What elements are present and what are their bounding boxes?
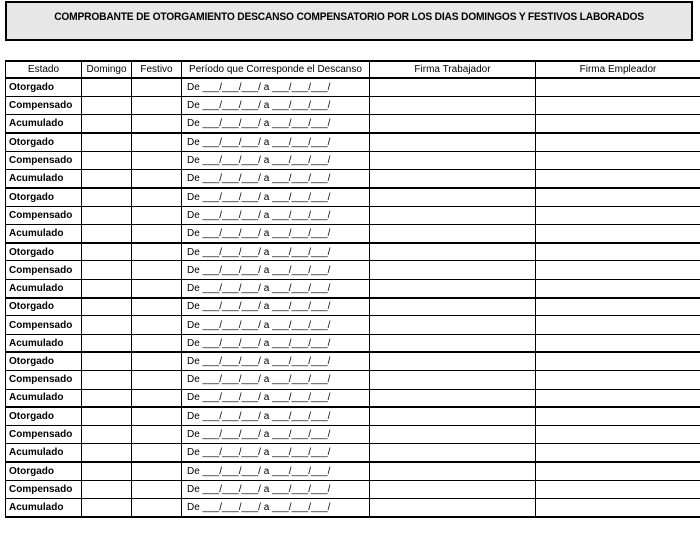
- domingo-cell[interactable]: [82, 499, 132, 517]
- festivo-cell[interactable]: [132, 407, 182, 425]
- firma-empleador-cell[interactable]: [536, 389, 700, 407]
- table-header-row: [6, 61, 700, 78]
- domingo-cell[interactable]: [82, 371, 132, 389]
- firma-trabajador-cell[interactable]: [370, 444, 536, 462]
- domingo-cell[interactable]: [82, 261, 132, 279]
- periodo-cell[interactable]: De ___/___/___/ a ___/___/___/: [182, 481, 370, 499]
- firma-empleador-cell[interactable]: [536, 462, 700, 480]
- festivo-cell[interactable]: [132, 352, 182, 370]
- firma-trabajador-cell[interactable]: [370, 243, 536, 261]
- firma-trabajador-cell[interactable]: [370, 279, 536, 297]
- estado-cell: Acumulado: [6, 169, 82, 187]
- firma-trabajador-cell[interactable]: [370, 188, 536, 206]
- table-row: [6, 426, 700, 444]
- domingo-cell[interactable]: [82, 426, 132, 444]
- periodo-cell[interactable]: De ___/___/___/ a ___/___/___/: [182, 444, 370, 462]
- estado-cell: Otorgado: [6, 188, 82, 206]
- periodo-cell[interactable]: De ___/___/___/ a ___/___/___/: [182, 499, 370, 517]
- firma-empleador-cell[interactable]: [536, 426, 700, 444]
- firma-empleador-cell[interactable]: [536, 78, 700, 96]
- estado-cell: Acumulado: [6, 115, 82, 133]
- estado-cell: Compensado: [6, 151, 82, 169]
- festivo-cell[interactable]: [132, 188, 182, 206]
- periodo-cell[interactable]: De ___/___/___/ a ___/___/___/: [182, 224, 370, 242]
- domingo-cell[interactable]: [82, 188, 132, 206]
- firma-trabajador-cell[interactable]: [370, 371, 536, 389]
- periodo-cell[interactable]: De ___/___/___/ a ___/___/___/: [182, 279, 370, 297]
- firma-trabajador-cell[interactable]: [370, 133, 536, 151]
- firma-trabajador-cell[interactable]: [370, 426, 536, 444]
- estado-cell: Otorgado: [6, 407, 82, 425]
- festivo-cell[interactable]: [132, 169, 182, 187]
- firma-empleador-cell[interactable]: [536, 261, 700, 279]
- periodo-cell[interactable]: De ___/___/___/ a ___/___/___/: [182, 352, 370, 370]
- firma-empleador-cell[interactable]: [536, 444, 700, 462]
- estado-cell: Acumulado: [6, 334, 82, 352]
- domingo-cell[interactable]: [82, 151, 132, 169]
- table-row: [6, 133, 700, 151]
- column-header-festivo: Festivo: [132, 61, 182, 78]
- periodo-cell[interactable]: De ___/___/___/ a ___/___/___/: [182, 243, 370, 261]
- festivo-cell[interactable]: [132, 499, 182, 517]
- firma-empleador-cell[interactable]: [536, 298, 700, 316]
- firma-trabajador-cell[interactable]: [370, 96, 536, 114]
- firma-empleador-cell[interactable]: [536, 115, 700, 133]
- festivo-cell[interactable]: [132, 261, 182, 279]
- firma-trabajador-cell[interactable]: [370, 462, 536, 480]
- periodo-cell[interactable]: De ___/___/___/ a ___/___/___/: [182, 115, 370, 133]
- table-row: [6, 151, 700, 169]
- periodo-cell[interactable]: De ___/___/___/ a ___/___/___/: [182, 316, 370, 334]
- table-row: [6, 279, 700, 297]
- firma-empleador-cell[interactable]: [536, 352, 700, 370]
- estado-cell: Acumulado: [6, 224, 82, 242]
- festivo-cell[interactable]: [132, 151, 182, 169]
- domingo-cell[interactable]: [82, 169, 132, 187]
- domingo-cell[interactable]: [82, 462, 132, 480]
- domingo-cell[interactable]: [82, 78, 132, 96]
- domingo-cell[interactable]: [82, 133, 132, 151]
- domingo-cell[interactable]: [82, 407, 132, 425]
- firma-trabajador-cell[interactable]: [370, 151, 536, 169]
- table-body: [6, 78, 700, 517]
- festivo-cell[interactable]: [132, 462, 182, 480]
- periodo-cell[interactable]: De ___/___/___/ a ___/___/___/: [182, 334, 370, 352]
- firma-trabajador-cell[interactable]: [370, 224, 536, 242]
- domingo-cell[interactable]: [82, 115, 132, 133]
- firma-trabajador-cell[interactable]: [370, 389, 536, 407]
- festivo-cell[interactable]: [132, 279, 182, 297]
- periodo-cell[interactable]: De ___/___/___/ a ___/___/___/: [182, 462, 370, 480]
- firma-trabajador-cell[interactable]: [370, 481, 536, 499]
- domingo-cell[interactable]: [82, 389, 132, 407]
- periodo-cell[interactable]: De ___/___/___/ a ___/___/___/: [182, 169, 370, 187]
- domingo-cell[interactable]: [82, 243, 132, 261]
- firma-empleador-cell[interactable]: [536, 133, 700, 151]
- column-header-periodo: Período que Corresponde el Descanso: [182, 61, 370, 78]
- estado-cell: Compensado: [6, 316, 82, 334]
- table-row: [6, 206, 700, 224]
- table-row: [6, 96, 700, 114]
- firma-trabajador-cell[interactable]: [370, 169, 536, 187]
- periodo-cell[interactable]: De ___/___/___/ a ___/___/___/: [182, 261, 370, 279]
- table-row: [6, 462, 700, 480]
- festivo-cell[interactable]: [132, 224, 182, 242]
- table-row: [6, 389, 700, 407]
- form-title: COMPROBANTE DE OTORGAMIENTO DESCANSO COMPENSATORIO POR LOS DIAS DOMINGOS Y FESTIVOS LABORADOS: [54, 11, 644, 23]
- festivo-cell[interactable]: [132, 444, 182, 462]
- firma-empleador-cell[interactable]: [536, 371, 700, 389]
- festivo-cell[interactable]: [132, 334, 182, 352]
- domingo-cell[interactable]: [82, 279, 132, 297]
- periodo-cell[interactable]: De ___/___/___/ a ___/___/___/: [182, 426, 370, 444]
- table-row: [6, 298, 700, 316]
- firma-trabajador-cell[interactable]: [370, 352, 536, 370]
- firma-empleador-cell[interactable]: [536, 499, 700, 517]
- firma-trabajador-cell[interactable]: [370, 261, 536, 279]
- estado-cell: Otorgado: [6, 352, 82, 370]
- estado-cell: Otorgado: [6, 243, 82, 261]
- estado-cell: Compensado: [6, 206, 82, 224]
- estado-cell: Acumulado: [6, 389, 82, 407]
- firma-empleador-cell[interactable]: [536, 206, 700, 224]
- table-row: [6, 316, 700, 334]
- festivo-cell[interactable]: [132, 426, 182, 444]
- periodo-cell[interactable]: De ___/___/___/ a ___/___/___/: [182, 96, 370, 114]
- table-row: [6, 261, 700, 279]
- estado-cell: Otorgado: [6, 78, 82, 96]
- table-row: [6, 481, 700, 499]
- table-row: [6, 188, 700, 206]
- domingo-cell[interactable]: [82, 334, 132, 352]
- estado-cell: Otorgado: [6, 133, 82, 151]
- table-row: [6, 169, 700, 187]
- festivo-cell[interactable]: [132, 298, 182, 316]
- table-row: [6, 334, 700, 352]
- table-row: [6, 371, 700, 389]
- firma-empleador-cell[interactable]: [536, 407, 700, 425]
- estado-cell: Otorgado: [6, 298, 82, 316]
- compensatory-rest-table: [5, 60, 700, 518]
- table-row: [6, 224, 700, 242]
- column-header-domingo: Domingo: [82, 61, 132, 78]
- periodo-cell[interactable]: De ___/___/___/ a ___/___/___/: [182, 133, 370, 151]
- estado-cell: Compensado: [6, 481, 82, 499]
- periodo-cell[interactable]: De ___/___/___/ a ___/___/___/: [182, 151, 370, 169]
- festivo-cell[interactable]: [132, 389, 182, 407]
- festivo-cell[interactable]: [132, 78, 182, 96]
- table-row: [6, 499, 700, 517]
- estado-cell: Compensado: [6, 426, 82, 444]
- festivo-cell[interactable]: [132, 481, 182, 499]
- domingo-cell[interactable]: [82, 444, 132, 462]
- domingo-cell[interactable]: [82, 352, 132, 370]
- festivo-cell[interactable]: [132, 371, 182, 389]
- firma-empleador-cell[interactable]: [536, 279, 700, 297]
- firma-trabajador-cell[interactable]: [370, 334, 536, 352]
- festivo-cell[interactable]: [132, 316, 182, 334]
- estado-cell: Acumulado: [6, 499, 82, 517]
- column-header-firma-trabajador: Firma Trabajador: [370, 61, 536, 78]
- firma-trabajador-cell[interactable]: [370, 206, 536, 224]
- firma-trabajador-cell[interactable]: [370, 298, 536, 316]
- table-row: [6, 78, 700, 96]
- domingo-cell[interactable]: [82, 481, 132, 499]
- table-row: [6, 444, 700, 462]
- table-row: [6, 115, 700, 133]
- firma-trabajador-cell[interactable]: [370, 78, 536, 96]
- festivo-cell[interactable]: [132, 133, 182, 151]
- domingo-cell[interactable]: [82, 316, 132, 334]
- firma-empleador-cell[interactable]: [536, 334, 700, 352]
- firma-trabajador-cell[interactable]: [370, 316, 536, 334]
- domingo-cell[interactable]: [82, 96, 132, 114]
- periodo-cell[interactable]: De ___/___/___/ a ___/___/___/: [182, 206, 370, 224]
- festivo-cell[interactable]: [132, 115, 182, 133]
- periodo-cell[interactable]: De ___/___/___/ a ___/___/___/: [182, 78, 370, 96]
- firma-empleador-cell[interactable]: [536, 169, 700, 187]
- festivo-cell[interactable]: [132, 243, 182, 261]
- festivo-cell[interactable]: [132, 96, 182, 114]
- periodo-cell[interactable]: De ___/___/___/ a ___/___/___/: [182, 188, 370, 206]
- table-row: [6, 243, 700, 261]
- periodo-cell[interactable]: De ___/___/___/ a ___/___/___/: [182, 407, 370, 425]
- estado-cell: Compensado: [6, 96, 82, 114]
- domingo-cell[interactable]: [82, 206, 132, 224]
- estado-cell: Acumulado: [6, 444, 82, 462]
- table-row: [6, 407, 700, 425]
- firma-empleador-cell[interactable]: [536, 151, 700, 169]
- estado-cell: Otorgado: [6, 462, 82, 480]
- firma-empleador-cell[interactable]: [536, 224, 700, 242]
- firma-empleador-cell[interactable]: [536, 243, 700, 261]
- form-title-box: [5, 1, 693, 41]
- periodo-cell[interactable]: De ___/___/___/ a ___/___/___/: [182, 298, 370, 316]
- firma-empleador-cell[interactable]: [536, 96, 700, 114]
- table-row: [6, 352, 700, 370]
- firma-trabajador-cell[interactable]: [370, 499, 536, 517]
- estado-cell: Acumulado: [6, 279, 82, 297]
- domingo-cell[interactable]: [82, 298, 132, 316]
- column-header-firma-empleador: Firma Empleador: [536, 61, 700, 78]
- firma-trabajador-cell[interactable]: [370, 407, 536, 425]
- estado-cell: Compensado: [6, 261, 82, 279]
- festivo-cell[interactable]: [132, 206, 182, 224]
- periodo-cell[interactable]: De ___/___/___/ a ___/___/___/: [182, 371, 370, 389]
- periodo-cell[interactable]: De ___/___/___/ a ___/___/___/: [182, 389, 370, 407]
- estado-cell: Compensado: [6, 371, 82, 389]
- firma-trabajador-cell[interactable]: [370, 115, 536, 133]
- domingo-cell[interactable]: [82, 224, 132, 242]
- column-header-estado: Estado: [6, 61, 82, 78]
- firma-empleador-cell[interactable]: [536, 316, 700, 334]
- firma-empleador-cell[interactable]: [536, 481, 700, 499]
- firma-empleador-cell[interactable]: [536, 188, 700, 206]
